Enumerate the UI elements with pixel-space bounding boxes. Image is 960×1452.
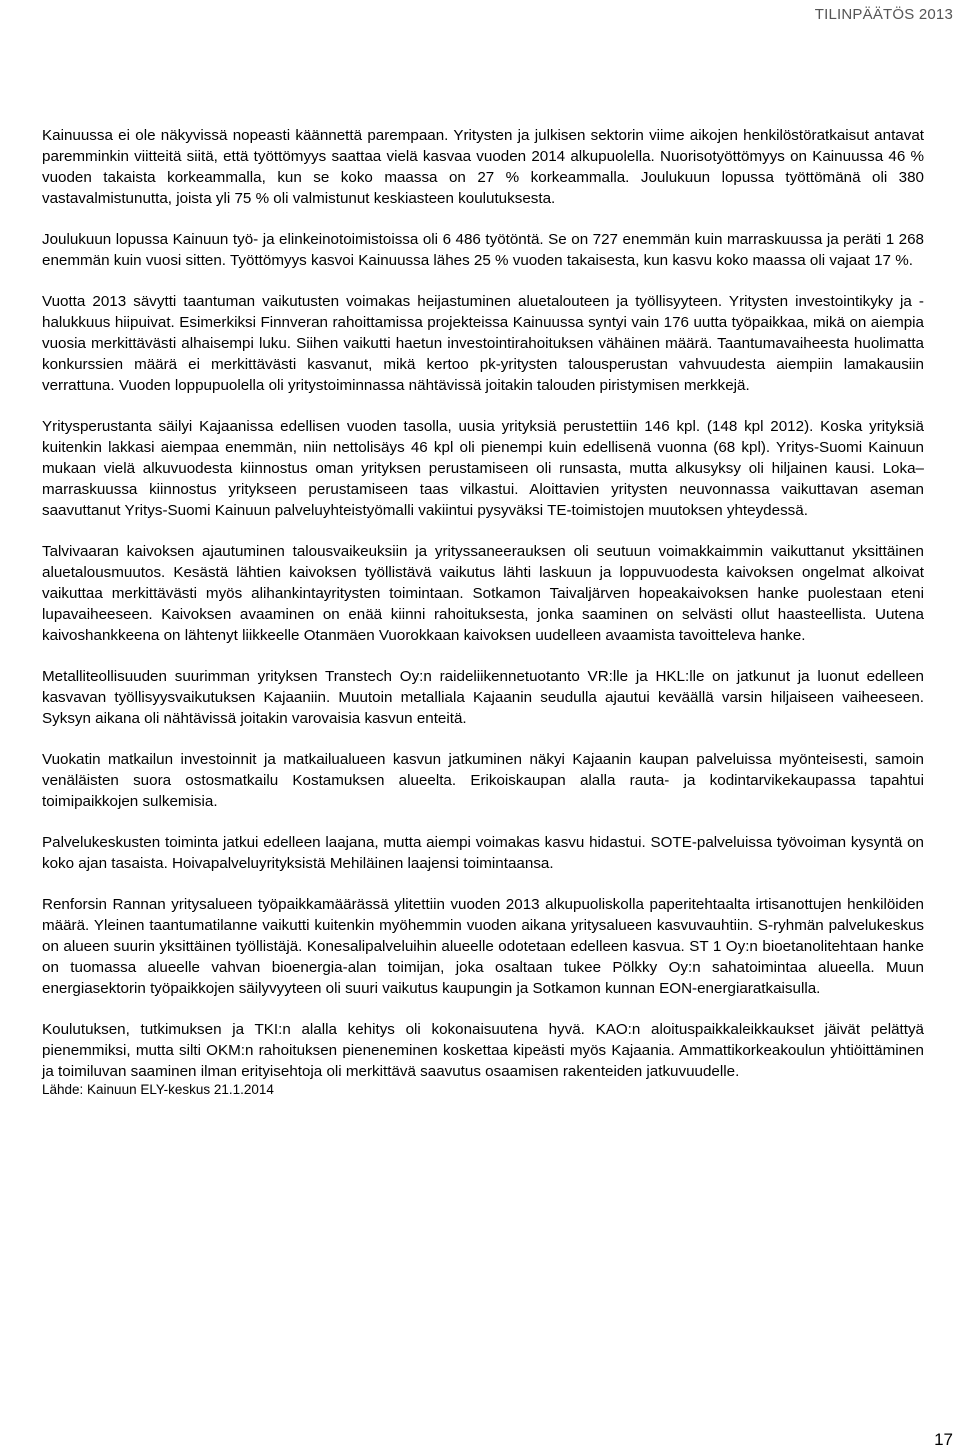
- paragraph-recession-effects: Vuotta 2013 sävytti taantuman vaikutusten voimakas heijastuminen aluetalouteen ja työllisyyteen. Yritysten investointikyky ja -halukkuus hiipuivat. Esimerkiksi Finnveran rahoittamissa projekteissa Kainuussa syntyi vain 176 uutta työpaikkaa, mikä on aiempia vuosia merkittävästi alhaisempi luku. Siihen vaikutti haetun investointirahoituksen vähäinen määrä. Taantumavaiheesta huolimatta konkurssien määrä ei merkittävästi kasvanut, mikä kertoo pk-yritysten talousperustan vahvuudesta aiempiin lamakausiin verrattuna. Vuoden loppupuolella oli yritystoiminnassa nähtävissä joitakin talouden piristymisen merkkejä.: [42, 293, 924, 394]
- document-body: [42, 125, 924, 1098]
- paragraph-youth-unemployment: Kainuussa ei ole näkyvissä nopeasti käännettä parempaan. Yritysten ja julkisen sektorin viime aikojen henkilöstöratkaisut antavat paremminkin viitteitä siitä, että työttömyys saattaa vielä kasvaa vuoden 2014 alkupuolella. Nuorisotyöttömyys on Kainuussa 46 % vuoden takaista korkeammalla, kun se koko maassa on 27 % korkeammalla. Joulukuun lopussa työttömänä oli 380 vastavalmistunutta, joista yli 75 % oli valmistunut keskiasteen koulutuksesta.: [42, 127, 924, 207]
- paragraph-renforsin-ranta: Renforsin Rannan yritysalueen työpaikkamäärässä ylitettiin vuoden 2013 alkupuoliskolla paperitehtaalta irtisanottujen henkilöiden määrä. Yleinen taantumatilanne vaikutti kuitenkin myöhemmin vuoden aikana yritysalueen kasvuvauhtiin. S-ryhmän palvelukeskus on alueen suurin yksittäinen työllistäjä. Konesalipalveluihin alueelle odotetaan edelleen kasvua. ST 1 Oy:n bioetanolitehtaan hanke on tuomassa alueelle vahvan bioenergia-alan toimijan, joka osaltaan tukee Pölkky Oy:n sahatoimintaa alueella. Muun energiasektorin työpaikkojen säilyvyyteen oli suuri vaikutus kaupungin ja Sotkamon kunnan EON-energiaratkaisulla.: [42, 896, 924, 997]
- paragraph-education-research: Koulutuksen, tutkimuksen ja TKI:n alalla kehitys oli kokonaisuutena hyvä. KAO:n aloituspaikkaleikkaukset jäivät pelättyä pienemmiksi, mutta silti OKM:n rahoituksen pieneneminen koskettaa kipeästi myös Kajaania. Ammattikorkeakoulun yhtiöittäminen ja toimiluvan saaminen ilman erityisehtoja oli merkittävä saavutus osaamisen rakenteiden jatkuvuudelle.: [42, 1021, 924, 1080]
- paragraph-december-jobseekers: Joulukuun lopussa Kainuun työ- ja elinkeinotoimistoissa oli 6 486 työtöntä. Se on 727 enemmän kuin marraskuussa ja peräti 1 268 enemmän kuin vuosi sitten. Työttömyys kasvoi Kainuussa lähes 25 % vuoden takaisesta, kun kasvu koko maassa oli vajaat 17 %.: [42, 231, 924, 269]
- paragraph-new-businesses: Yritysperustanta säilyi Kajaanissa edellisen vuoden tasolla, uusia yrityksiä perustettiin 146 kpl. (148 kpl 2012). Koska yrityksiä kuitenkin lakkasi aiempaa enemmän, niin nettolisäys 46 kpl oli pienempi kuin edellisenä vuonna (68 kpl). Yritys-Suomi Kainuun mukaan vielä alkuvuodesta kiinnostus oman yrityksen perustamiseen oli runsasta, mutta alkusyksy oli hiljainen kausi. Loka–marraskuussa kiinnostus yritykseen perustamiseen taas vilkastui. Aloittavien yritysten neuvonnassa vaikuttavan aseman saavuttanut Yritys-Suomi Kainuun palveluyhteistyömalli vakiintui pysyväksi TE-toimistojen muutoksen yhteydessä.: [42, 418, 924, 519]
- running-header: TILINPÄÄTÖS 2013: [814, 6, 953, 23]
- page-number: 17: [934, 1430, 953, 1449]
- paragraph-talvivaara-mine: Talvivaaran kaivoksen ajautuminen talousvaikeuksiin ja yrityssaneerauksen oli seutuun voimakkaimmin vaikuttanut yksittäinen aluetalousmuutos. Kesästä lähtien kaivoksen työllistävä vaikutus lähti laskuun ja loppuvuodesta kaivoksen ongelmat alkoivat vaikuttaa merkittävästi myös alihankintayritysten toimintaan. Sotkamon Taivaljärven hopeakaivoksen hanke puolestaan eteni lupavaiheeseen. Kaivoksen avaaminen on enää kiinni rahoituksesta, jonka saaminen on selvästi ollut haasteellista. Uutena kaivoshankkeena on lähtenyt liikkeelle Otanmäen Vuorokkaan kaivoksen uudelleen avaamista tavoitteleva hanke.: [42, 543, 924, 644]
- paragraph-service-centres: Palvelukeskusten toiminta jatkui edelleen laajana, mutta aiempi voimakas kasvu hidastui. SOTE-palveluissa työvoiman kysyntä on koko ajan tasaista. Hoivapalveluyrityksistä Mehiläinen laajensi toimintaansa.: [42, 834, 924, 872]
- paragraph-tourism-retail: Vuokatin matkailun investoinnit ja matkailualueen kasvun jatkuminen näkyi Kajaanin kaupan palveluissa myönteisesti, samoin venäläisten suora ostosmatkailu Kostamuksen alueelta. Erikoiskaupan alalla rauta- ja kodintarvikekaupassa tapahtui toimipaikkojen sulkemisia.: [42, 751, 924, 810]
- source-note: Lähde: Kainuun ELY-keskus 21.1.2014: [42, 1082, 274, 1097]
- paragraph-metal-industry: Metalliteollisuuden suurimman yrityksen Transtech Oy:n raideliikennetuotanto VR:lle ja HKL:lle on jatkunut ja luonut edelleen kasvavan työllisyysvaikutuksen Kajaaniin. Muutoin metalliala Kajaanin seudulla ajautui keväällä varsin hiljaiseen vaiheeseen. Syksyn aikana oli nähtävissä joitakin varovaisia kasvun enteitä.: [42, 668, 924, 727]
